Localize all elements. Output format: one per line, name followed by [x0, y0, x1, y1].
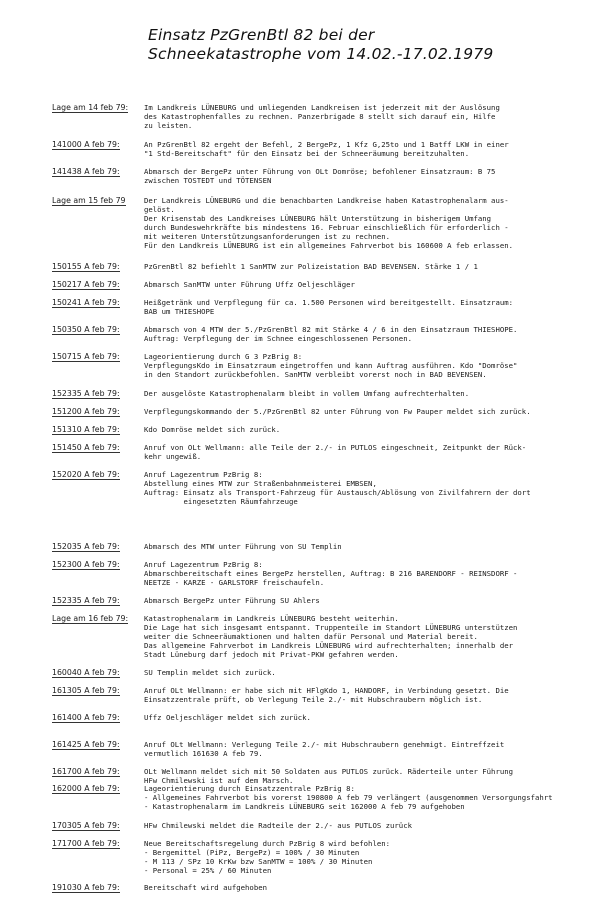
entry-text-line: Anruf von OLt Wellmann: alle Teile der 2./- in PUTLOS eingeschneit, Zeitpunkt der Rück-: [144, 443, 527, 452]
entry-text: [144, 883, 596, 892]
entry-text: [144, 839, 596, 875]
entry-text-line: - Bergemittel (PiPz, BergePz) = 100% / 30 Minuten: [144, 848, 360, 857]
entry-text-line: Auftrag: Verpflegung der im Schnee eingeschlossenen Personen.: [144, 334, 412, 343]
entry-text-line: Stadt Lüneburg darf jedoch mit Privat-PKW gefahren werden.: [144, 650, 399, 659]
entry-timestamp: [52, 668, 140, 678]
entry-timestamp-text: 150350 A feb 79:: [52, 325, 120, 334]
entry-text: [144, 686, 596, 704]
entry-text-line: Der ausgelöste Katastrophenalarm bleibt in vollem Umfang aufrechterhalten.: [144, 389, 470, 398]
entry-text: [144, 425, 596, 434]
entry-text-line: Der Landkreis LÜNEBURG und die benachbarten Landkreise haben Katastrophenalarm aus-: [144, 196, 509, 205]
entry-text-line: OLt Wellmann meldet sich mit 50 Soldaten aus PUTLOS zurück. Räderteile unter Führung: [144, 767, 514, 776]
entry-text-line: HFw Chmilewski meldet die Radteile der 2./- aus PUTLOS zurück: [144, 821, 412, 830]
entry-text: [144, 596, 596, 605]
entry-text-line: Bereitschaft wird aufgehoben: [144, 883, 268, 892]
entry-text-line: durch Bundeswehrkräfte bis mindestens 16. Februar einschließlich für erforderlich -: [144, 223, 509, 232]
entry-text: [144, 668, 596, 677]
entry-text-line: Verpflegungskommando der 5./PzGrenBtl 82 unter Führung von Fw Pauper meldet sich zurück.: [144, 407, 531, 416]
entry-timestamp-text: 161305 A feb 79:: [52, 686, 120, 695]
entry-timestamp: [52, 425, 140, 435]
entry-text: [144, 713, 596, 722]
entry-timestamp-text: 160040 A feb 79:: [52, 668, 120, 677]
entry-timestamp: [52, 407, 140, 417]
entry-timestamp-text: 150155 A feb 79:: [52, 262, 120, 271]
entry-timestamp-text: 162000 A feb 79:: [52, 784, 120, 793]
entry-timestamp: [52, 821, 140, 831]
entry-timestamp: [52, 740, 140, 750]
entry-text-line: des Katastrophenfalles zu rechnen. Panzerbrigade 8 stellt sich darauf ein, Hilfe: [144, 112, 496, 121]
entry-text-line: Auftrag: Einsatz als Transport-Fahrzeug für Austausch/Ablösung von Zivilfahrern der dort: [144, 488, 531, 497]
entry-timestamp: [52, 470, 140, 480]
entry-text-line: Anruf OLt Wellmann: Verlegung Teile 2./- mit Hubschraubern genehmigt. Eintreffzeit: [144, 740, 505, 749]
entry-timestamp-text: 171700 A feb 79:: [52, 839, 120, 848]
entry-timestamp: [52, 140, 140, 150]
entry-timestamp: [52, 614, 140, 624]
entry-timestamp: [52, 784, 140, 794]
entry-text-line: Das allgemeine Fahrverbot im Landkreis LÜNEBURG wird aufrechterhalten; innerhalb der: [144, 641, 514, 650]
entry-text-line: Abmarsch SanMTW unter Führung Uffz Oeljeschläger: [144, 280, 355, 289]
entry-text-line: Lageorientierung durch Einsatzzentrale PzBrig 8:: [144, 784, 355, 793]
entry-text: [144, 262, 596, 271]
entry-timestamp: [52, 262, 140, 272]
entry-text: [144, 298, 596, 316]
entry-text-line: PzGrenBtl 82 befiehlt 1 SanMTW zur Polizeistation BAD BEVENSEN. Stärke 1 / 1: [144, 262, 478, 271]
entry-text-line: Anruf OLt Wellmann: er habe sich mit HFlgKdo 1, HANDORF, in Verbindung gesetzt. Die: [144, 686, 509, 695]
entry-timestamp-text: 152035 A feb 79:: [52, 542, 120, 551]
entry-text-line: - Katastrophenalarm im Landkreis LÜNEBURG seit 162000 A feb 79 aufgehoben: [144, 802, 465, 811]
entry-timestamp: [52, 767, 140, 777]
entry-text-line: Heißgetränk und Verpflegung für ca. 1.500 Personen wird bereitgestellt. Einsatzraum:: [144, 298, 514, 307]
entry-text-line: VerpflegungsKdo im Einsatzraum eingetroffen und kann Auftrag ausführen. Kdo "Domröse": [144, 361, 518, 370]
entry-timestamp: [52, 596, 140, 606]
entry-text-line: vermutlich 161630 A feb 79.: [144, 749, 263, 758]
entry-timestamp-text: Lage am 15 feb 79: [52, 196, 126, 205]
entry-text: [144, 389, 596, 398]
entry-text-line: An PzGrenBtl 82 ergeht der Befehl, 2 BergePz, 1 Kfz G,25to und 1 Batff LKW in einer: [144, 140, 509, 149]
entry-timestamp: [52, 542, 140, 552]
entry-text-line: Die Lage hat sich insgesamt entspannt. Truppenteile im Standort LÜNEBURG unterstützen: [144, 623, 518, 632]
entry-text: [144, 140, 596, 158]
entry-text-line: Anruf Lagezentrum PzBrig 8:: [144, 470, 263, 479]
entry-text: [144, 821, 596, 830]
entry-text-line: Uffz Oeljeschläger meldet sich zurück.: [144, 713, 311, 722]
entry-timestamp: [52, 196, 140, 206]
entry-text: [144, 784, 596, 811]
entry-text: [144, 443, 596, 461]
entry-text-line: Neue Bereitschaftsregelung durch PzBrig 8 wird befohlen:: [144, 839, 391, 848]
entry-text-line: Für den Landkreis LÜNEBURG ist ein allgemeines Fahrverbot bis 160600 A feb erlassen.: [144, 241, 514, 250]
entry-text-line: Abmarsch des MTW unter Führung von SU Templin: [144, 542, 342, 551]
entry-timestamp-text: 141438 A feb 79:: [52, 167, 120, 176]
entry-text-line: Abstellung eines MTW zur Straßenbahnmeisterei EMBSEN,: [144, 479, 377, 488]
entry-timestamp-text: 151310 A feb 79:: [52, 425, 120, 434]
entry-timestamp-text: 150241 A feb 79:: [52, 298, 120, 307]
entry-text-line: SU Templin meldet sich zurück.: [144, 668, 276, 677]
entry-text-line: eingesetzten Räumfahrzeuge: [144, 497, 298, 506]
entry-text-line: - Personal = 25% / 60 Minuten: [144, 866, 272, 875]
entry-text-line: Anruf Lagezentrum PzBrig 8:: [144, 560, 263, 569]
entry-timestamp: [52, 298, 140, 308]
entry-text-line: NEETZE - KARZE - GARLSTORF freischaufeln.: [144, 578, 325, 587]
entry-timestamp: [52, 443, 140, 453]
entry-text: [144, 560, 596, 587]
entry-timestamp: [52, 103, 140, 113]
entry-timestamp-text: 151200 A feb 79:: [52, 407, 120, 416]
entry-text: [144, 352, 596, 379]
entry-text-line: mit weiteren Unterstützungsanforderungen ist zu rechnen.: [144, 232, 391, 241]
entry-timestamp-text: 150217 A feb 79:: [52, 280, 120, 289]
entry-timestamp-text: 191030 A feb 79:: [52, 883, 120, 892]
entry-timestamp-text: 152300 A feb 79:: [52, 560, 120, 569]
entry-text-line: Abmarsch von 4 MTW der 5./PzGrenBtl 82 mit Stärke 4 / 6 in den Einsatzraum THIESHOPE.: [144, 325, 518, 334]
header-title-line-2: Schneekatastrophe vom 14.02.-17.02.1979: [148, 45, 494, 63]
entry-text-line: Abmarsch der BergePz unter Führung von OLt Domröse; befohlener Einsatzraum: B 75: [144, 167, 496, 176]
entry-timestamp-text: Lage am 14 feb 79:: [52, 103, 129, 112]
entry-text-line: Lageorientierung durch G 3 PzBrig 8:: [144, 352, 303, 361]
entry-timestamp-text: 152020 A feb 79:: [52, 470, 120, 479]
entry-text-line: gelöst.: [144, 205, 175, 214]
entry-text-line: "1 Std-Bereitschaft" für den Einsatz bei der Schneeräumung bereitzuhalten.: [144, 149, 470, 158]
entry-text-line: zu leisten.: [144, 121, 193, 130]
entry-text-line: Katastrophenalarm im Landkreis LÜNEBURG besteht weiterhin.: [144, 614, 399, 623]
header-title-line-1: Einsatz PzGrenBtl 82 bei der: [148, 26, 375, 44]
entry-timestamp: [52, 686, 140, 696]
entry-text-line: Im Landkreis LÜNEBURG und umliegenden Landkreisen ist jederzeit mit der Auslösung: [144, 103, 500, 112]
entry-timestamp: [52, 167, 140, 177]
entry-text: [144, 767, 596, 785]
entry-text: [144, 196, 596, 250]
entry-text-line: Abmarschbereitschaft eines BergePz herstellen, Auftrag: B 216 BARENDORF - REINSDORF -: [144, 569, 518, 578]
entry-timestamp-text: 161425 A feb 79:: [52, 740, 120, 749]
entry-text-line: zwischen TOSTEDT und TÖTENSEN: [144, 176, 272, 185]
entry-text: [144, 614, 596, 659]
entry-timestamp-text: 152335 A feb 79:: [52, 389, 120, 398]
entry-text-line: BAB um THIESHOPE: [144, 307, 215, 316]
entry-text: [144, 167, 596, 185]
entry-text-line: in den Standort zurückbefohlen. SanMTW verbleibt vorerst noch in BAD BEVENSEN.: [144, 370, 487, 379]
entry-text-line: - Allgemeines Fahrverbot bis vorerst 190800 A feb 79 verlängert (ausgenommen Versorgungsfahrt: [144, 793, 553, 802]
entry-text-line: kehr ungewiß.: [144, 452, 202, 461]
entry-text-line: Einsatzzentrale prüft, ob Verlegung Teile 2./- mit Hubschraubern möglich ist.: [144, 695, 483, 704]
entry-timestamp: [52, 389, 140, 399]
entry-timestamp-text: 141000 A feb 79:: [52, 140, 120, 149]
entry-text: [144, 470, 596, 506]
entry-timestamp-text: Lage am 16 feb 79:: [52, 614, 129, 623]
entry-text: [144, 407, 596, 416]
entry-timestamp: [52, 352, 140, 362]
entry-text: [144, 103, 596, 130]
entry-text: [144, 740, 596, 758]
entry-timestamp: [52, 883, 140, 893]
entry-timestamp-text: 170305 A feb 79:: [52, 821, 120, 830]
entry-timestamp: [52, 713, 140, 723]
entry-timestamp: [52, 325, 140, 335]
entry-text-line: HFw Chmilewski ist auf dem Marsch.: [144, 776, 294, 785]
entry-text: [144, 325, 596, 343]
entry-timestamp: [52, 560, 140, 570]
entry-text-line: weiter die Schneeräumaktionen und halten dafür Personal und Material bereit.: [144, 632, 478, 641]
entry-text-line: Abmarsch BergePz unter Führung SU Ahlers: [144, 596, 320, 605]
entry-timestamp-text: 151450 A feb 79:: [52, 443, 120, 452]
entry-text-line: - M 113 / SPz 10 KrKw bzw SanMTW = 100% / 30 Minuten: [144, 857, 373, 866]
entry-timestamp-text: 161400 A feb 79:: [52, 713, 120, 722]
entry-timestamp-text: 152335 A feb 79:: [52, 596, 120, 605]
entry-text: [144, 542, 596, 551]
entry-timestamp-text: 161700 A feb 79:: [52, 767, 120, 776]
entry-text-line: Kdo Domröse meldet sich zurück.: [144, 425, 281, 434]
entry-timestamp: [52, 280, 140, 290]
entry-timestamp: [52, 839, 140, 849]
entry-timestamp-text: 150715 A feb 79:: [52, 352, 120, 361]
entry-text-line: Der Krisenstab des Landkreises LÜNEBURG hält Unterstützung in bisherigem Umfang: [144, 214, 492, 223]
entry-text: [144, 280, 596, 289]
